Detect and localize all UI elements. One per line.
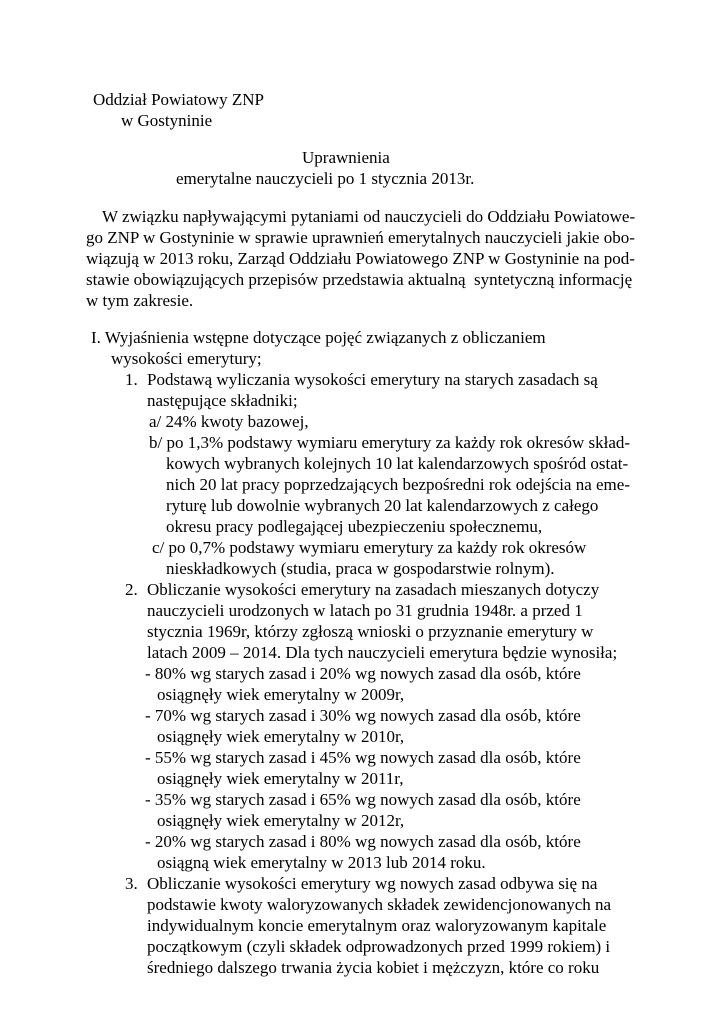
subitem-c-line: c/ po 0,7% podstawy wymiaru emerytury za każdy rok okresów	[152, 538, 587, 557]
item3-line: średniego dalszego trwania życia kobiet i mężczyzn, które co roku	[147, 958, 600, 977]
bullet-line: osiągnęły wiek emerytalny w 2011r,	[157, 769, 404, 788]
bullet-line: - 70% wg starych zasad i 30% wg nowych zasad dla osób, które	[145, 706, 581, 725]
item1-line: Podstawą wyliczania wysokości emerytury na starych zasadach są	[147, 370, 598, 389]
intro-line: wiązują w 2013 roku, Zarząd Oddziału Powiatowego ZNP w Gostyninie na pod-	[86, 249, 635, 268]
bullet-line: - 20% wg starych zasad i 80% wg nowych zasad dla osób, które	[145, 832, 581, 851]
subitem-b-line: kowych wybranych kolejnych 10 lat kalendarzowych spośród ostat-	[166, 454, 629, 473]
bullet-line: osiągną wiek emerytalny w 2013 lub 2014 roku.	[157, 853, 486, 872]
doc-title-line1: Uprawnienia	[302, 148, 390, 167]
section-heading: I. Wyjaśnienia wstępne dotyczące pojęć związanych z obliczaniem	[91, 328, 546, 347]
item2-line: nauczycieli urodzonych w latach po 31 grudnia 1948r. a przed 1	[147, 601, 583, 620]
item3-line: początkowym (czyli składek odprowadzonych przed 1999 rokiem) i	[147, 937, 611, 956]
subitem-b-line: ryturę lub dowolnie wybranych 20 lat kalendarzowych z całego	[166, 496, 599, 515]
section-heading: wysokości emerytury;	[111, 349, 262, 368]
bullet-line: - 35% wg starych zasad i 65% wg nowych zasad dla osób, które	[145, 790, 581, 809]
item-number: 2.	[125, 580, 138, 599]
subitem-b-line: b/ po 1,3% podstawy wymiaru emerytury za każdy rok okresów skład-	[149, 433, 631, 452]
item1-line: następujące składniki;	[147, 391, 298, 410]
subitem-a-line: a/ 24% kwoty bazowej,	[149, 412, 309, 431]
intro-line: stawie obowiązujących przepisów przedstawia aktualną syntetyczną informację	[86, 270, 633, 289]
intro-line: w tym zakresie.	[86, 291, 194, 310]
item2-line: Obliczanie wysokości emerytury na zasadach mieszanych dotyczy	[147, 580, 600, 599]
doc-title-line2: emerytalne nauczycieli po 1 stycznia 2013r.	[176, 169, 475, 188]
item3-line: podstawie kwoty waloryzowanych składek zewidencjonowanych na	[147, 895, 612, 914]
intro-line: W związku napływającymi pytaniami od nauczycieli do Oddziału Powiatowe-	[102, 207, 636, 226]
bullet-line: osiągnęły wiek emerytalny w 2012r,	[157, 811, 405, 830]
intro-line: go ZNP w Gostyninie w sprawie uprawnień emerytalnych nauczycieli jakie obo-	[86, 228, 635, 247]
org-name-line2: w Gostyninie	[121, 111, 213, 130]
bullet-line: - 55% wg starych zasad i 45% wg nowych zasad dla osób, które	[145, 748, 581, 767]
item2-line: latach 2009 – 2014. Dla tych nauczycieli emerytura będzie wynosiła;	[147, 643, 618, 662]
item-number: 1.	[125, 370, 138, 389]
subitem-c-line: nieskładkowych (studia, praca w gospodarstwie rolnym).	[166, 559, 555, 578]
item3-line: Obliczanie wysokości emerytury wg nowych zasad odbywa się na	[147, 874, 598, 893]
subitem-b-line: okresu pracy podlegającej ubezpieczeniu społecznemu,	[166, 517, 543, 536]
subitem-b-line: nich 20 lat pracy poprzedzających bezpośredni rok odejścia na eme-	[166, 475, 630, 494]
bullet-line: osiągnęły wiek emerytalny w 2009r,	[157, 685, 405, 704]
item-number: 3.	[125, 874, 138, 893]
item3-line: indywidualnym koncie emerytalnym oraz waloryzowanym kapitale	[147, 916, 607, 935]
org-name-line1: Oddział Powiatowy ZNP	[93, 90, 264, 109]
bullet-line: osiągnęły wiek emerytalny w 2010r,	[157, 727, 405, 746]
bullet-line: - 80% wg starych zasad i 20% wg nowych zasad dla osób, które	[145, 664, 581, 683]
item2-line: stycznia 1969r, którzy zgłoszą wnioski o przyznanie emerytury w	[147, 622, 594, 641]
